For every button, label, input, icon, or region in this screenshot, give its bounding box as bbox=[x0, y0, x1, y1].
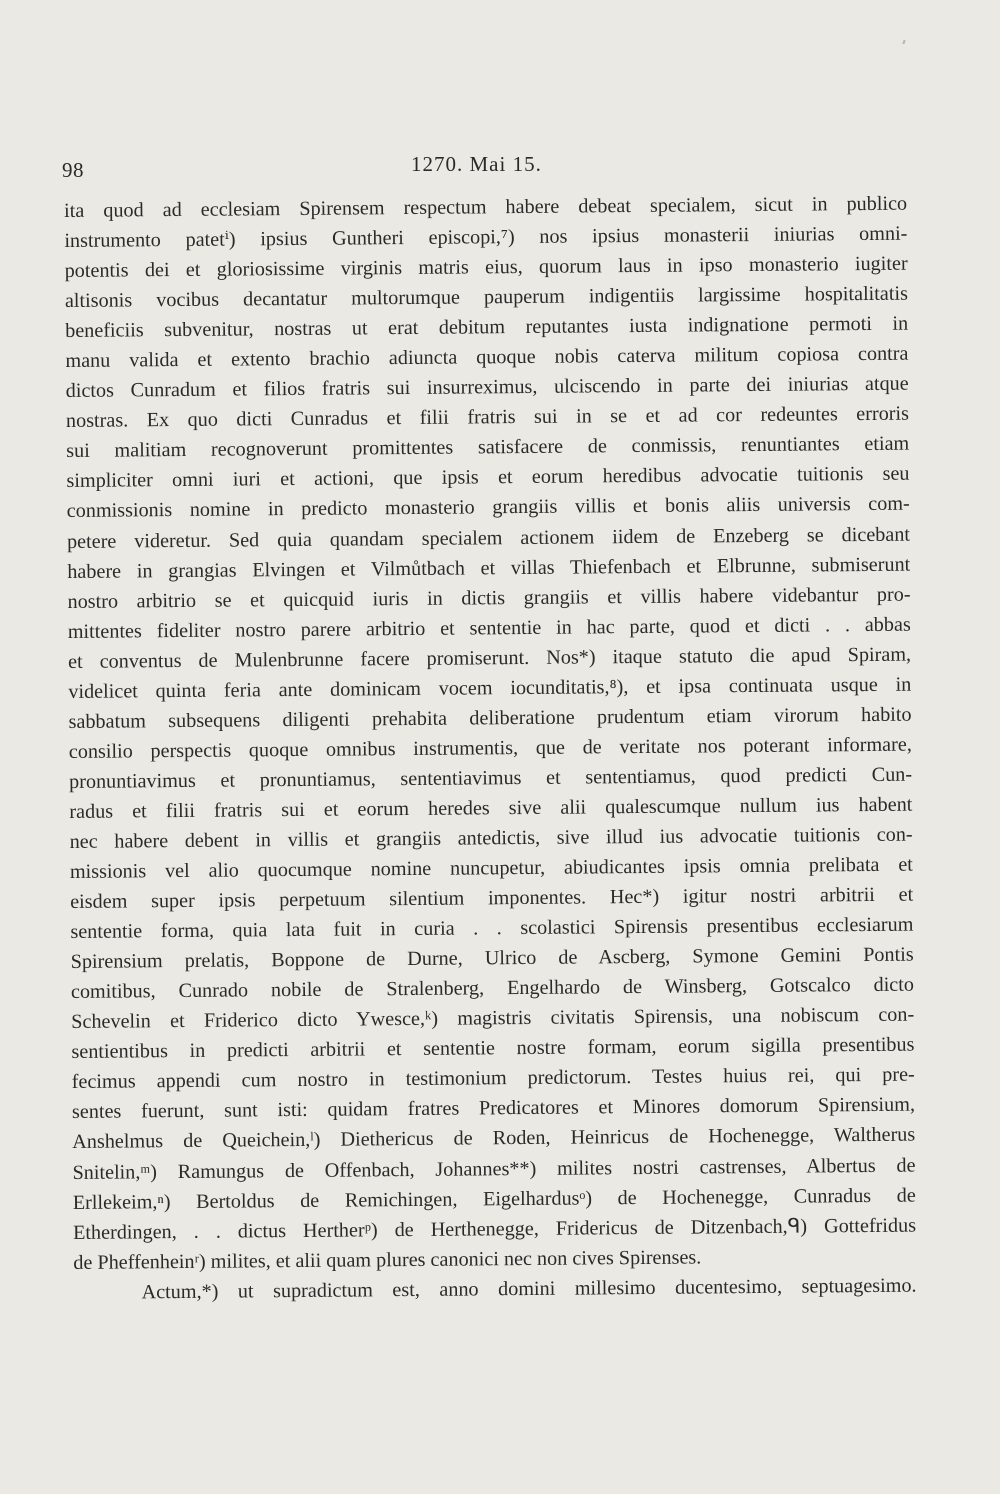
text-line: habere in grangias Elvingen et Vilmůtbach et villas Thiefenbach et Elbrunne, submiserunt bbox=[67, 553, 911, 583]
text-line: sententie forma, quia lata fuit in curia . . scolastici Spirensis presentibus ecclesiarum bbox=[70, 913, 914, 944]
text-line: ita quod ad ecclesiam Spirensem respectum habere debeat specialem, sicut in publico bbox=[64, 192, 908, 222]
text-line: sentes fuerunt, sunt isti: quidam fratres Predicatores et Minores domorum Spirensium, bbox=[71, 1094, 916, 1124]
text-line: consilio perspectis quoque omnibus instrumentis, que de veritate nos poterant informare, bbox=[68, 733, 912, 763]
text-line: conmissionis nomine in predicto monasterio grangiis villis et bonis aliis universis com- bbox=[66, 493, 910, 523]
page-number: 98 bbox=[62, 158, 84, 182]
text-line: instrumento patetⁱ) ipsius Guntheri episcopi,⁷) nos ipsius monasterii iniurias omni- bbox=[64, 222, 908, 253]
text-line: eisdem super ipsis perpetuum silentium imponentes. Hec*) igitur nostri arbitrii et bbox=[70, 883, 914, 914]
text-line: sentientibus in predicti arbitrii et sententie nostre formam, eorum sigilla presentibus bbox=[71, 1033, 915, 1064]
text-line: Schevelin et Friderico dicto Ywesce,ᵏ) magistris civitatis Spirensis, una nobiscum con- bbox=[71, 1003, 915, 1034]
text-line: Etherdingen, . . dictus Hertherᵖ) de Herthenegge, Fridericus de Ditzenbach,ᑫ) Gottefridus bbox=[72, 1214, 917, 1244]
text-line: sabbatum subsequens diligenti prehabita deliberatione prudentum etiam virorum habito bbox=[68, 703, 912, 733]
text-line: potentis dei et gloriosissime virginis matris eius, quorum laus in ipso monasterio iugiter bbox=[64, 252, 908, 283]
text-line: manu valida et extento brachio adiuncta quoque nobis caterva militum copiosa contra bbox=[65, 342, 909, 373]
text-line: simpliciter omni iuri et actioni, que ipsis et eorum heredibus advocatie tuitionis seu bbox=[66, 463, 910, 493]
text-line: mittentes fideliter nostro parere arbitrio et sententie in hac parte, quod et dicti . . abbas bbox=[67, 613, 911, 643]
page-header bbox=[62, 150, 902, 186]
text-line: nostras. Ex quo dicti Cunradus et filii fratris sui in se et ad cor redeuntes erroris bbox=[65, 402, 910, 433]
running-title: 1270. Mai 15. bbox=[411, 152, 542, 176]
text-line: videlicet quinta feria ante dominicam vocem iocunditatis,⁸), et ipsa continuata usque in bbox=[68, 673, 912, 703]
paper-speck bbox=[902, 40, 905, 44]
text-line: sui malitiam recognoverunt promittentes satisfacere de conmissis, renuntiantes etiam bbox=[66, 433, 910, 463]
text-line: altisonis vocibus decantatur multorumque pauperum indigentiis largissime hospitalitatis bbox=[64, 282, 908, 313]
text-line: Anshelmus de Queichein,ˡ) Diethericus de Roden, Heinricus de Hochenegge, Waltherus bbox=[72, 1124, 916, 1154]
text-line: nec habere debent in villis et grangiis antedictis, sive illud ius advocatie tuitionis con- bbox=[69, 823, 913, 853]
text-line: missionis vel alio quocumque nomine nuncupetur, abiudicantes ipsis omnia prelibata et bbox=[69, 853, 913, 884]
text-line: beneficiis subvenitur, nostras ut erat debitum reputantes iusta indignatione permoti in bbox=[65, 312, 909, 343]
text-line: radus et filii fratris sui et eorum heredes sive alii qualescumque nullum ius habent bbox=[69, 793, 913, 823]
text-line: Actum,*) ut supradictum est, anno domini millesimo ducentesimo, septuagesimo. bbox=[141, 1274, 917, 1304]
text-line: pronuntiavimus et pronuntiamus, sententiavimus et sententiamus, quod predicti Cun- bbox=[69, 763, 913, 793]
text-line: petere videretur. Sed quia quandam specialem actionem iidem de Enzeberg se dicebant bbox=[66, 523, 911, 553]
text-line: fecimus appendi cum nostro in testimonium predictorum. Testes huius rei, qui pre- bbox=[71, 1063, 915, 1094]
text-line: dictos Cunradum et filios fratris sui insurreximus, ulciscendo in parte dei iniurias atque bbox=[65, 372, 909, 403]
text-line: Spirensium prelatis, Boppone de Durne, Ulrico de Ascberg, Symone Gemini Pontis bbox=[70, 943, 914, 974]
text-line: nostro arbitrio se et quicquid iuris in dictis grangiis et villis habere videbantur pro- bbox=[67, 583, 911, 613]
text-line: comitibus, Cunrado nobile de Stralenberg, Engelhardo de Winsberg, Gotscalco dicto bbox=[70, 973, 915, 1004]
text-line: de Pheffenheinʳ) milites, et alii quam plures canonici nec non cives Spirenses. bbox=[73, 1246, 702, 1274]
body-text bbox=[64, 189, 917, 1308]
text-line: Erllekeim,ⁿ) Bertoldus de Remichingen, Eigelhardusᵒ) de Hochenegge, Cunradus de bbox=[72, 1184, 916, 1214]
text-line: et conventus de Mulenbrunne facere promiserunt. Nos*) itaque statuto die apud Spiram, bbox=[67, 643, 912, 673]
text-line: Snitelin,ᵐ) Ramungus de Offenbach, Johannes**) milites nostri castrenses, Albertus de bbox=[72, 1154, 916, 1184]
